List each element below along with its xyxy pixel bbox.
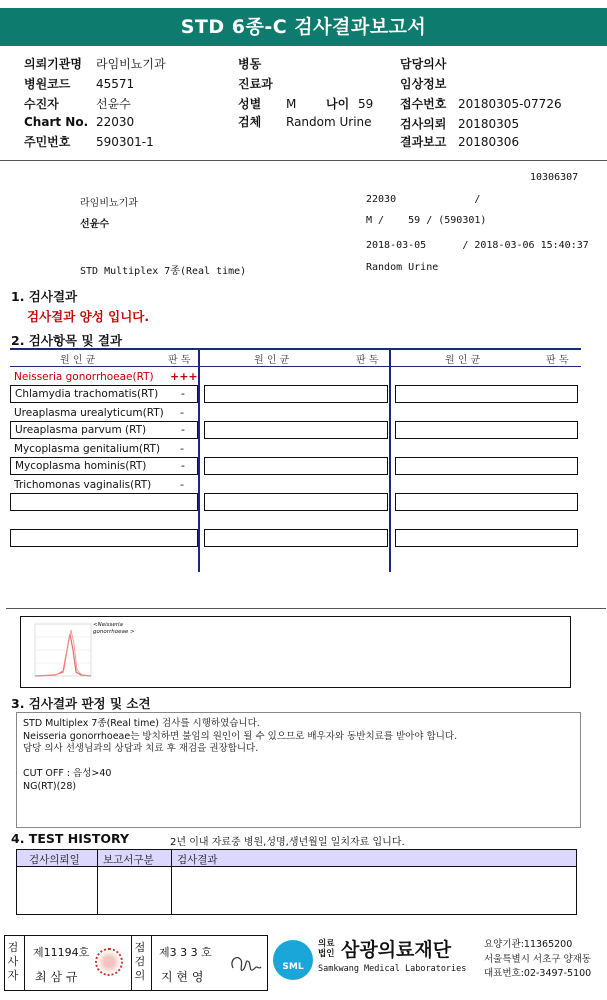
test-history-table: [16, 849, 577, 915]
dept-label: 진료과: [238, 77, 273, 91]
hospital-code-label: 병원코드: [24, 77, 71, 91]
org-tel: 대표번호:02-3497-5100: [484, 968, 592, 979]
judge-mycoplasma-hominis: -: [181, 459, 185, 472]
section4-title: 4. TEST HISTORY: [11, 831, 130, 846]
footer-divider-2: [131, 936, 132, 990]
grid-divider-2: [389, 348, 391, 572]
result-box-c2-5: [204, 529, 388, 547]
history-col-report-type: 보고서구분: [103, 854, 154, 866]
history-col-result: 검사결과: [177, 854, 218, 866]
result-box-c3-4: [395, 493, 578, 511]
report-title: STD 6종-C 검사결과보고서: [0, 8, 607, 46]
org-name: 삼광의료재단: [341, 939, 452, 961]
doctor-label: 담당의사: [400, 57, 447, 71]
result-row-ureaplasma-parvum: [10, 421, 198, 439]
header-patient: [24, 95, 131, 112]
remark-line-2: Neisseria gonorrhoeae는 방치하면 불임의 원인이 될 수 있으므로 배우자와 동반치료를 받아야 합니다.: [23, 730, 458, 742]
remark-line-3: 담당 의사 선생님과의 상담과 치료 후 재검을 권장합니다.: [23, 743, 259, 754]
footer-divider-3: [151, 936, 152, 990]
col-organism-3: 원 인 균: [445, 355, 481, 366]
checker-label: [134, 941, 148, 983]
header-resident-no: [24, 133, 154, 150]
remark-line-1: STD Multiplex 7종(Real time) 검사를 시행하였습니다.: [23, 718, 260, 729]
footer-divider-1: [24, 936, 25, 990]
melt-curve-panel: [20, 616, 571, 688]
hospital-name-label: 의뢰기관명: [24, 57, 82, 71]
result-row-chlamydia: [10, 385, 198, 403]
melt-curve-chart: [25, 620, 95, 684]
signature-box: [4, 935, 268, 991]
col-judge-2: 판 독: [356, 355, 379, 366]
hospital-code-value: 45571: [96, 77, 135, 91]
organism-ureaplasma-urealyticum: Ureaplasma urealyticum(RT): [14, 407, 164, 419]
melt-curve-legend: <Neisseria gonorrhoeae >: [93, 622, 135, 635]
grid-divider-1: [198, 348, 200, 572]
judge-trichomonas: -: [180, 478, 184, 491]
request-date-value: 20180305: [458, 117, 520, 131]
result-box-c3-3: [395, 457, 578, 475]
checker-signature-icon: [227, 950, 263, 978]
col-organism-2: 원 인 균: [254, 355, 290, 366]
section4-note: 2년 이내 자료중 병원,성명,생년월일 일치자료 입니다.: [170, 837, 405, 848]
result-box-c2-1: [204, 385, 388, 403]
history-col-request-date: 검사의뢰일: [29, 854, 80, 866]
judge-ureaplasma-urealyticum: -: [180, 406, 184, 419]
specimen-value: Random Urine: [286, 115, 372, 129]
col-judge-3: 판 독: [546, 355, 569, 366]
result-box-c2-3: [204, 457, 388, 475]
organism-neisseria: Neisseria gonorrhoeae(RT): [14, 371, 154, 383]
patient-value: 선윤수: [96, 97, 131, 111]
header-hospital-name: [24, 55, 166, 72]
clinical-info-label: 임상정보: [400, 77, 447, 91]
remark-line-5: CUT OFF : 음성>40: [23, 768, 112, 779]
history-col-divider-2: [171, 850, 172, 914]
examiner-license-no: 제11194호: [33, 946, 90, 959]
examiner-label-text: 검사자: [7, 941, 19, 982]
judge-neisseria: +++: [170, 370, 198, 383]
examiner-name: 최 삼 규: [35, 970, 78, 984]
patient-label: 수진자: [24, 97, 59, 111]
organism-ureaplasma-parvum: Ureaplasma parvum (RT): [15, 424, 147, 436]
organism-mycoplasma-genitalium: Mycoplasma genitalium(RT): [14, 443, 161, 455]
result-box-c3-1: [395, 385, 578, 403]
grid-header-line: [10, 366, 581, 367]
request-date-label: 검사의뢰: [400, 117, 447, 131]
record-patient: 선윤수: [80, 219, 109, 230]
resident-no-value: 590301-1: [96, 135, 154, 149]
age-label: 나이: [326, 97, 350, 111]
grid-bottom-divider: [6, 608, 606, 609]
result-row-mycoplasma-hominis: [10, 457, 198, 475]
header-divider: [0, 160, 607, 161]
sex-value: M: [286, 97, 297, 111]
organism-mycoplasma-hominis: Mycoplasma hominis(RT): [15, 460, 147, 472]
history-col-divider-1: [97, 850, 98, 914]
section3-title: 3. 검사결과 판정 및 소견: [11, 696, 151, 711]
header-hospital-code: [24, 75, 134, 92]
result-box-c2-2: [204, 421, 388, 439]
receipt-no-value: 20180305-07726: [458, 97, 562, 111]
result-box-c3-2: [395, 421, 578, 439]
organism-chlamydia: Chlamydia trachomatis(RT): [15, 388, 159, 400]
resident-no-label: 주민번호: [24, 135, 71, 149]
report-date-value: 20180306: [458, 135, 520, 149]
section2-title: 2. 검사항목 및 결과: [11, 333, 123, 348]
section1-result: 검사결과 양성 입니다.: [27, 309, 150, 324]
judge-chlamydia: -: [181, 387, 185, 400]
org-type-label: [318, 939, 334, 959]
record-code: 10306307: [530, 172, 579, 183]
col-organism-1: 원 인 균: [60, 355, 96, 366]
sex-label: 성별: [238, 97, 262, 111]
checker-name: 지 현 영: [161, 970, 204, 984]
record-specimen: Random Urine: [366, 262, 439, 273]
result-box-c3-5: [395, 529, 578, 547]
test-history-header: [17, 850, 576, 867]
record-sex-age: M / 59 / (590301): [366, 215, 487, 226]
remark-line-4: [23, 756, 574, 769]
org-address: 서울특별시 서초구 양재동: [484, 953, 591, 965]
remark-line-6: NG(RT)(28): [23, 780, 77, 792]
grid-top-border: [10, 348, 581, 350]
ward-label: 병동: [238, 57, 262, 71]
record-hospital: 라임비뇨기과: [80, 198, 138, 209]
age-value: 59: [358, 97, 374, 111]
specimen-label: 검체: [238, 115, 262, 129]
org-english-name: Samkwang Medical Laboratories: [318, 964, 467, 974]
result-row-empty-1: [10, 493, 198, 511]
chart-no-value: 22030: [96, 115, 135, 129]
record-chart: 22030 /: [366, 194, 481, 205]
receipt-no-label: 접수번호: [400, 97, 447, 111]
hospital-name-value: 라임비뇨기과: [96, 57, 166, 71]
org-contact: [484, 938, 591, 982]
org-type-line-1: 의료: [318, 939, 335, 949]
remarks-box: [16, 712, 581, 828]
record-test-name: STD Multiplex 7종(Real time): [80, 266, 247, 277]
chart-no-label: Chart No.: [24, 115, 89, 129]
examiner-seal-icon: [95, 948, 123, 976]
org-type-line-2: 법인: [318, 949, 335, 959]
checker-license-no: 제3 3 3 호: [159, 946, 212, 959]
result-row-empty-2: [10, 529, 198, 547]
organism-trichomonas: Trichomonas vaginalis(RT): [14, 479, 152, 491]
org-id: 요양기관:11365200: [484, 939, 573, 950]
checker-label-text: 점검의: [134, 941, 146, 982]
result-box-c2-4: [204, 493, 388, 511]
sml-logo-text: SML: [282, 962, 304, 972]
judge-ureaplasma-parvum: -: [181, 423, 185, 436]
sml-logo-icon: [273, 940, 313, 980]
col-judge-1: 판 독: [168, 355, 191, 366]
section1-title: 1. 검사결과: [11, 289, 78, 304]
record-dates: 2018-03-05 / 2018-03-06 15:40:37: [366, 240, 589, 251]
examiner-label: [7, 941, 21, 983]
report-date-label: 결과보고: [400, 135, 447, 149]
header-chart-no: [24, 115, 134, 129]
judge-mycoplasma-genitalium: -: [180, 442, 184, 455]
